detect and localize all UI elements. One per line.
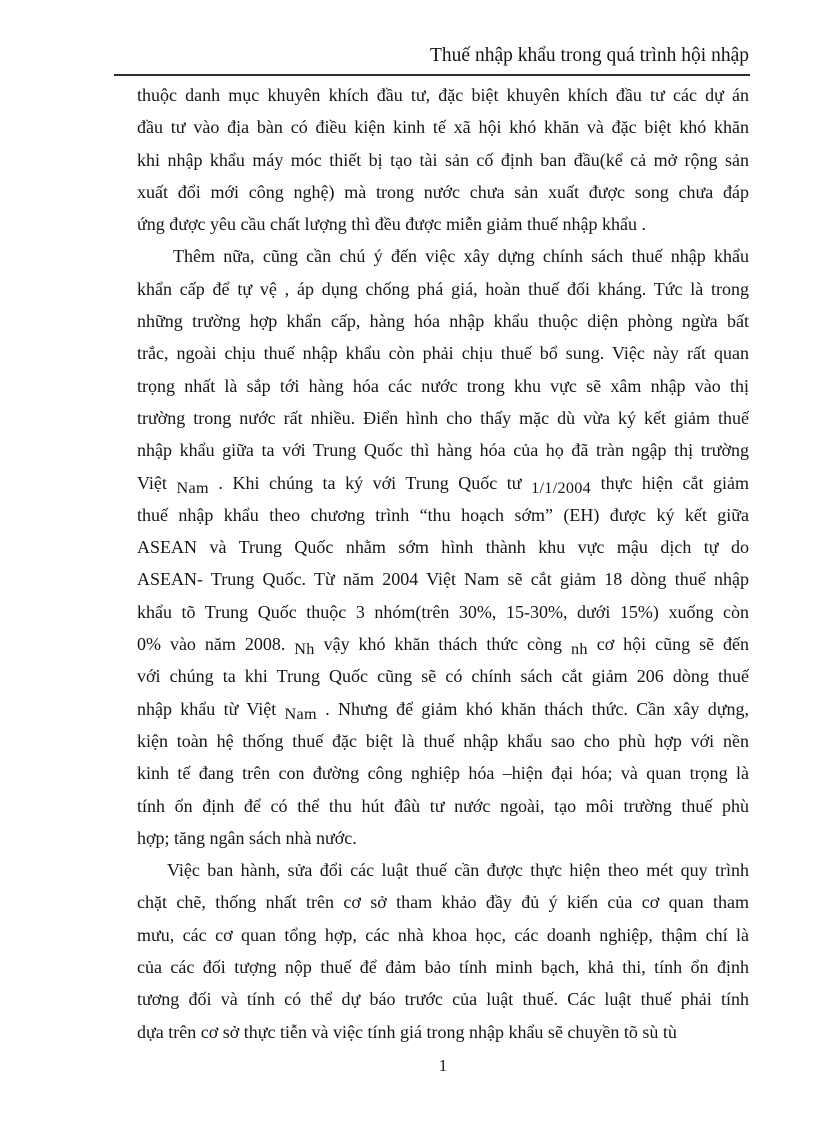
- text-line: [137, 337, 749, 369]
- text-line: [137, 628, 749, 660]
- alt-font-segment: Nh: [294, 640, 315, 659]
- text-line: [137, 144, 749, 176]
- text-segment: những trường hợp khẩn cấp, hàng hóa nhập khẩu thuộc diện phòng ngừa bất: [137, 311, 749, 332]
- text-segment: tính ổn định để có thể thu hút đâù tư nước ngoài, tạo môi trường thuế phù: [137, 795, 749, 816]
- text-line: [137, 176, 749, 208]
- text-segment: nhập khẩu giữa ta với Trung Quốc thì hàng hóa của họ đã tràn ngập thị trường: [137, 440, 749, 461]
- text-line: [137, 273, 749, 305]
- text-segment: khẩn cấp để tự vệ , áp dụng chống phá giá, hoàn thuế đối kháng. Tức là trong: [137, 278, 749, 299]
- text-line: [137, 402, 749, 434]
- text-line: [137, 596, 749, 628]
- text-segment: Thêm nữa, cũng cần chú ý đến việc xây dựng chính sách thuế nhập khẩu: [173, 246, 749, 267]
- text-segment: kinh tế đang trên con đường công nghiệp hóa –hiện đại hóa; và quan trọng là: [137, 763, 749, 784]
- text-line: [137, 531, 749, 563]
- text-segment: thuộc danh mục khuyên khích đầu tư, đặc biệt khuyên khích đầu tư các dự án: [137, 85, 749, 105]
- text-segment: dựa trên cơ sở thực tiễn và việc tính giá trong nhập khẩu sẽ chuyền tõ sù tù: [137, 1021, 677, 1042]
- text-segment: thuế nhập khẩu theo chương trình “thu hoạch sớm” (EH) được ký kết giữa: [137, 504, 749, 525]
- text-segment: ứng được yêu cầu chất lượng thì đều được miễn giảm thuế nhập khẩu .: [137, 214, 646, 235]
- text-line: [137, 499, 749, 531]
- text-line: [137, 693, 749, 725]
- text-line: [137, 240, 749, 272]
- text-segment: khi nhập khẩu máy móc thiết bị tạo tài sản cố định ban đầu(kể cả mở rộng sản: [137, 149, 749, 170]
- page-number: 1: [438, 1056, 448, 1075]
- text-segment: Việc ban hành, sửa đổi các luật thuế cần được thực hiện theo mét quy trình: [167, 860, 749, 881]
- text-segment: khẩu tõ Trung Quốc thuộc 3 nhóm(trên 30%, 15-30%, dưới 15%) xuống còn: [137, 601, 749, 622]
- text-segment: của các đối tượng nộp thuế để đảm bảo tính minh bạch, khả thi, tính ổn định: [137, 957, 749, 978]
- text-segment: vậy khó khăn thách thức còng: [314, 634, 571, 655]
- text-segment: kiện toàn hệ thống thuế đặc biệt là thuế nhập khẩu sao cho phù hợp với nền: [137, 730, 749, 751]
- alt-font-segment: nh: [570, 640, 588, 659]
- text-line: [137, 790, 749, 822]
- text-segment: ASEAN- Trung Quốc. Từ năm 2004 Việt Nam sẽ cắt giảm 18 dòng thuế nhập: [137, 569, 749, 590]
- text-segment: hợp; tăng ngân sách nhà nước.: [137, 827, 357, 848]
- text-line: [137, 563, 749, 595]
- text-segment: trường trong nước rất nhiều. Điển hình cho thấy mặc dù vừa ký kết giảm thuế: [137, 407, 749, 428]
- text-segment: đầu tư vào địa bàn có điều kiện kinh tế xã hội khó khăn và đặc biệt khó khăn: [137, 117, 749, 138]
- text-segment: trắc, ngoài chịu thuế nhập khẩu còn phải chịu thuế bổ sung. Việc này rất quan: [137, 343, 749, 364]
- text-segment: với chúng ta khi Trung Quốc cũng sẽ có chính sách cắt giảm 206 dòng thuế: [137, 666, 749, 687]
- text-segment: nhập khẩu từ Việt: [137, 698, 285, 719]
- text-segment: thực hiện cắt giảm: [591, 472, 749, 493]
- text-line: [137, 886, 749, 918]
- text-line: [137, 983, 749, 1015]
- text-segment: . Khi chúng ta ký với Trung Quốc tư: [208, 472, 532, 493]
- text-line: [137, 208, 749, 240]
- text-line: [137, 725, 749, 757]
- header-divider-rule: [114, 74, 750, 76]
- text-segment: cơ hội cũng sẽ đến: [587, 634, 749, 655]
- text-line: [137, 370, 749, 402]
- document-body: [137, 79, 749, 1048]
- alt-font-segment: Nam: [284, 704, 317, 723]
- text-segment: xuất đổi mới công nghệ) mà trong nước chưa sản xuất được song chưa đáp: [137, 181, 749, 202]
- text-line: [137, 854, 749, 886]
- text-line: [137, 822, 749, 854]
- text-line: [137, 434, 749, 466]
- text-segment: chặt chẽ, thống nhất trên cơ sở tham khảo đầy đủ ý kiến của cơ quan tham: [137, 892, 749, 913]
- text-line: [137, 467, 749, 499]
- text-segment: . Nhưng để giảm khó khăn thách thức. Cần xây dựng,: [316, 698, 749, 719]
- text-line: [137, 951, 749, 983]
- page-header-title: Thuế nhập khẩu trong quá trình hội nhập: [430, 45, 749, 66]
- text-line: [137, 111, 749, 143]
- text-segment: ASEAN và Trung Quốc nhằm sớm hình thành khu vực mậu dịch tự do: [137, 537, 749, 558]
- text-segment: mưu, các cơ quan tổng hợp, các nhà khoa học, các doanh nghiệp, thậm chí là: [137, 924, 749, 945]
- text-line: [137, 757, 749, 789]
- text-segment: tương đối và tính có thể dự báo trước của luật thuế. Các luật thuế phải tính: [137, 989, 749, 1010]
- page-footer: [137, 1056, 749, 1076]
- text-segment: 0% vào năm 2008.: [137, 634, 295, 655]
- alt-font-segment: Nam: [176, 478, 209, 497]
- text-line: [137, 79, 749, 111]
- text-line: [137, 660, 749, 692]
- text-segment: trọng nhất là sắp tới hàng hóa các nước trong khu vực sẽ xâm nhập vào thị: [137, 375, 749, 396]
- text-line: [137, 919, 749, 951]
- text-line: [137, 1016, 749, 1048]
- text-line: [137, 305, 749, 337]
- alt-font-segment: 1/1/2004: [531, 478, 592, 497]
- text-segment: Việt: [137, 472, 177, 493]
